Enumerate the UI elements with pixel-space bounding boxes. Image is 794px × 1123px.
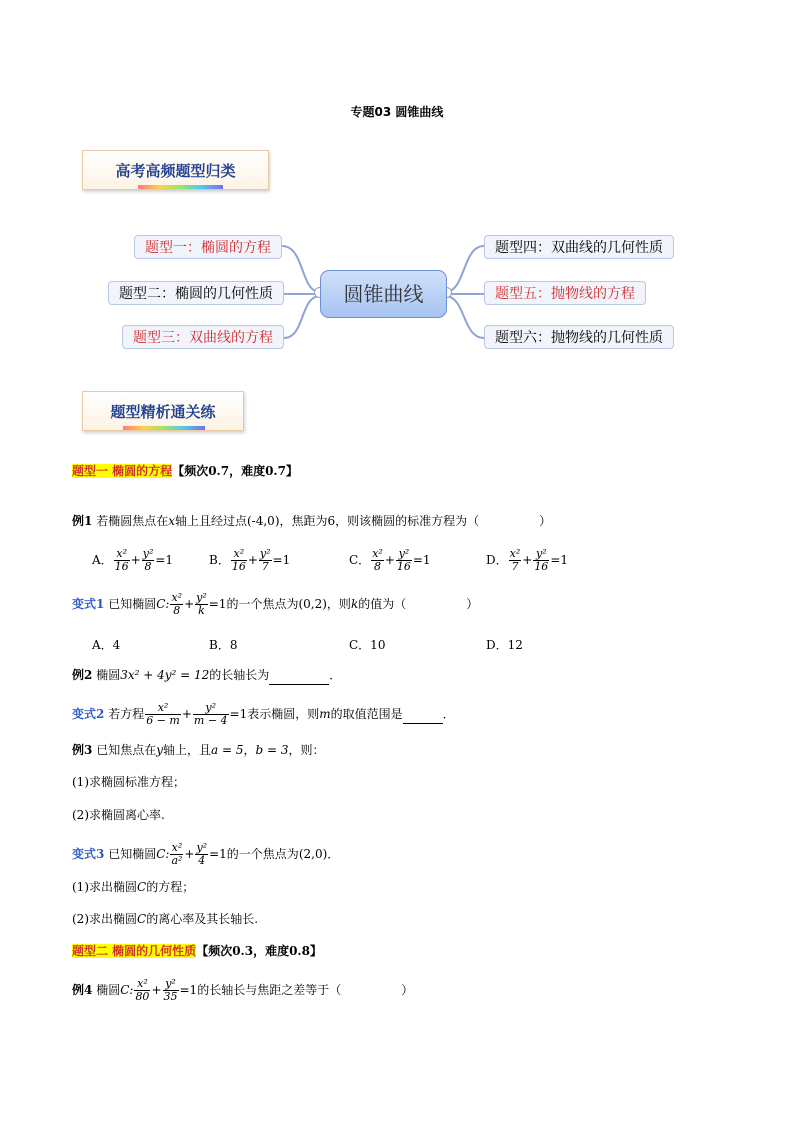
variant2-text: 的取值范围是 bbox=[330, 707, 403, 721]
var-k: k bbox=[350, 597, 359, 611]
var-y: y bbox=[156, 743, 163, 757]
question-text: (2)求出椭圆 bbox=[72, 912, 137, 926]
denominator: 8 bbox=[374, 560, 381, 573]
numerator: y² bbox=[396, 548, 412, 561]
rhs: =1 bbox=[412, 553, 431, 567]
variant3-text: 已知椭圆 bbox=[108, 847, 157, 861]
fraction bbox=[163, 978, 179, 1003]
example2-text: 椭圆 bbox=[96, 668, 121, 682]
fraction bbox=[170, 592, 183, 617]
section-header-label: 题型精析通关练 bbox=[110, 403, 216, 421]
example2-label: 例2 bbox=[72, 668, 93, 682]
variant2-text: 表示椭圆，则 bbox=[247, 707, 320, 721]
numerator: x² bbox=[171, 841, 183, 854]
fraction bbox=[231, 548, 247, 573]
rhs: =1 bbox=[272, 553, 291, 567]
fraction bbox=[195, 592, 208, 617]
numerator: x² bbox=[509, 547, 521, 560]
answer-blank[interactable] bbox=[269, 666, 329, 685]
numerator: y² bbox=[259, 547, 271, 560]
mindmap-node-type6: 题型六：抛物线的几何性质 bbox=[484, 325, 674, 349]
example3-question2: (2)求椭圆离心率. bbox=[72, 808, 165, 822]
point: (2,0) bbox=[298, 847, 328, 861]
type1-title: 题型一 椭圆的方程 bbox=[72, 464, 173, 478]
fraction bbox=[142, 548, 155, 573]
type1-heading bbox=[72, 462, 298, 480]
condition-a: a = 5 bbox=[211, 743, 244, 757]
fraction bbox=[170, 842, 183, 867]
example4-text: 的长轴长与焦距之差等于（ ） bbox=[197, 983, 414, 997]
point: (0,2) bbox=[298, 597, 327, 611]
variant3-question1 bbox=[72, 878, 194, 896]
variant3-label: 变式3 bbox=[72, 847, 105, 861]
variant1-text: 的一个焦点为 bbox=[226, 597, 299, 611]
fraction bbox=[259, 548, 272, 573]
variant1: 变式1 已知椭圆C: $\frac{\text{x²}}{8}$ + $\frac{\text{y²}}{k}$ =1的一个焦点为(0,2)，则k的值为（ ） bbox=[72, 591, 479, 617]
option-label: A． bbox=[92, 553, 113, 567]
numerator: y² bbox=[196, 591, 207, 604]
denominator: m − 4 bbox=[193, 714, 228, 727]
variant3-question2 bbox=[72, 910, 258, 928]
option-c: C． $\frac{\text{x²}}{8}$ + $\frac{\text{y²}}{16}$ =1 bbox=[349, 547, 431, 573]
fraction bbox=[533, 548, 549, 573]
question-text: 的方程； bbox=[146, 880, 195, 894]
rhs: =1 bbox=[229, 707, 248, 721]
denominator: 16 bbox=[534, 560, 549, 573]
mindmap-node-type4: 题型四：双曲线的几何性质 bbox=[484, 235, 674, 259]
type2-heading bbox=[72, 942, 322, 960]
option-c: C．10 bbox=[349, 638, 386, 652]
rhs: =1 bbox=[208, 597, 227, 611]
example1 bbox=[72, 512, 551, 530]
mindmap-node-type2: 题型二：椭圆的几何性质 bbox=[108, 281, 284, 305]
fraction bbox=[509, 548, 522, 573]
example1-text: 若椭圆焦点在 bbox=[96, 514, 169, 528]
variant3: 变式3 已知椭圆C: $\frac{\text{x²}}{\text{a²}}$ + $\frac{\text{y²}}{4}$ =1的一个焦点为(2,0)． bbox=[72, 841, 340, 867]
denominator: 35 bbox=[163, 990, 178, 1003]
denominator: 7 bbox=[261, 560, 269, 573]
variant3-text: 的一个焦点为 bbox=[226, 847, 299, 861]
option-d: D．12 bbox=[486, 638, 523, 652]
example4-label: 例4 bbox=[72, 983, 93, 997]
curve-name: C: bbox=[120, 983, 134, 997]
example1-label: 例1 bbox=[72, 514, 93, 528]
denominator: 8 bbox=[173, 604, 181, 617]
numerator: x² bbox=[134, 978, 150, 991]
rainbow-bar bbox=[123, 426, 205, 430]
option-a: A． $\frac{\text{x²}}{16}$ + $\frac{\text{y²}}{8}$ =1 bbox=[92, 547, 174, 573]
condition-b: b = 3 bbox=[255, 743, 289, 757]
point: (-4,0) bbox=[247, 514, 280, 528]
option-b: B． $\frac{\text{x²}}{16}$ + $\frac{\text{y²}}{7}$ =1 bbox=[209, 547, 291, 573]
curve-name: C: bbox=[156, 597, 170, 611]
variant1-text: 的值为（ ） bbox=[358, 597, 479, 611]
rhs: =1 bbox=[209, 847, 227, 861]
example3-question1: (1)求椭圆标准方程； bbox=[72, 775, 185, 789]
fraction bbox=[396, 548, 412, 573]
numerator: x² bbox=[171, 591, 183, 604]
example1-text: ，焦距为6，则该椭圆的标准方程为（ ） bbox=[279, 514, 552, 528]
mindmap-node-type5: 题型五：抛物线的方程 bbox=[484, 281, 646, 305]
denominator: a² bbox=[171, 854, 183, 867]
numerator: x² bbox=[231, 548, 247, 561]
fraction bbox=[114, 548, 130, 573]
mindmap-node-type3: 题型三：双曲线的方程 bbox=[122, 325, 284, 349]
rhs: =1 bbox=[179, 983, 198, 997]
variant2-text: ． bbox=[442, 707, 455, 721]
var-m: m bbox=[319, 707, 331, 721]
numerator: x² bbox=[114, 548, 130, 561]
mindmap-connectors bbox=[0, 0, 794, 400]
equation: 3x² + 4y² = 12 bbox=[120, 668, 210, 682]
rhs: =1 bbox=[550, 553, 569, 567]
type2-meta: 【频次0.3，难度0.8】 bbox=[196, 944, 322, 958]
denominator: 4 bbox=[198, 854, 206, 867]
example3-label: 例3 bbox=[72, 743, 93, 757]
curve-name: C: bbox=[156, 847, 170, 861]
numerator: y² bbox=[163, 978, 179, 991]
section-header-practice bbox=[82, 391, 244, 431]
variant1-text: ，则 bbox=[326, 597, 351, 611]
example4: 例4 椭圆C: $\frac{\text{x²}}{80}$ + $\frac{\text{y²}}{35}$ =1的长轴长与焦距之差等于（ ） bbox=[72, 977, 414, 1003]
denominator: 6 − m bbox=[146, 714, 180, 727]
mindmap-node-type1: 题型一：椭圆的方程 bbox=[134, 235, 282, 259]
option-label: C． bbox=[349, 553, 371, 567]
curve-name: C bbox=[137, 912, 147, 926]
fraction bbox=[134, 978, 150, 1003]
separator: ， bbox=[243, 743, 256, 757]
denominator: 16 bbox=[396, 560, 411, 573]
type2-title: 题型二 椭圆的几何性质 bbox=[72, 944, 197, 958]
denominator: k bbox=[198, 604, 205, 617]
example2 bbox=[72, 666, 341, 685]
variant2: 变式2 若方程 $\frac{\text{x²}}{6 - m}$ + $\frac{\text{y²}}{m - 4}$ =1表示椭圆，则m的取值范围是 ． bbox=[72, 701, 455, 727]
denominator: 16 bbox=[231, 560, 246, 573]
denominator: 80 bbox=[135, 990, 150, 1003]
curve-name: C bbox=[137, 880, 147, 894]
denominator: 7 bbox=[511, 560, 519, 573]
option-a: A．4 bbox=[92, 638, 121, 652]
numerator: y² bbox=[193, 702, 229, 715]
section-header-label: 高考高频题型归类 bbox=[115, 162, 236, 180]
rhs: =1 bbox=[155, 553, 174, 567]
variant3-text: ． bbox=[327, 847, 340, 861]
answer-blank[interactable] bbox=[403, 705, 443, 724]
variant2-label: 变式2 bbox=[72, 707, 105, 721]
option-label: D． bbox=[486, 553, 508, 567]
variant1-label: 变式1 bbox=[72, 597, 105, 611]
numerator: x² bbox=[145, 702, 181, 715]
fraction bbox=[145, 702, 181, 727]
type1-meta: 【频次0.7，难度0.7】 bbox=[172, 464, 298, 478]
example2-text: 的长轴长为 bbox=[209, 668, 270, 682]
denominator: 16 bbox=[114, 560, 129, 573]
var-x: x bbox=[168, 514, 175, 528]
fraction bbox=[371, 548, 384, 573]
question-text: 的离心率及其长轴长. bbox=[146, 912, 259, 926]
fraction bbox=[193, 702, 229, 727]
question-text: (1)求出椭圆 bbox=[72, 880, 137, 894]
variant1-text: 已知椭圆 bbox=[108, 597, 157, 611]
option-b: B．8 bbox=[209, 638, 238, 652]
option-d: D． $\frac{\text{x²}}{7}$ + $\frac{\text{y²}}{16}$ =1 bbox=[486, 547, 569, 573]
variant2-text: 若方程 bbox=[108, 707, 145, 721]
fraction bbox=[195, 842, 208, 867]
numerator: y² bbox=[142, 547, 154, 560]
mindmap-center-node: 圆锥曲线 bbox=[320, 270, 447, 318]
document-title: 专题03 圆锥曲线 bbox=[350, 105, 444, 119]
example3-text: ，则： bbox=[288, 743, 325, 757]
example3-text: 轴上，且 bbox=[162, 743, 211, 757]
numerator: y² bbox=[196, 841, 208, 854]
denominator: 8 bbox=[144, 560, 152, 573]
numerator: y² bbox=[533, 548, 549, 561]
example3 bbox=[72, 741, 325, 759]
example1-text: 轴上且经过点 bbox=[174, 514, 247, 528]
example3-text: 已知焦点在 bbox=[96, 743, 157, 757]
example2-text: ． bbox=[329, 668, 342, 682]
example4-text: 椭圆 bbox=[96, 983, 121, 997]
option-label: B． bbox=[209, 553, 230, 567]
numerator: x² bbox=[372, 547, 383, 560]
